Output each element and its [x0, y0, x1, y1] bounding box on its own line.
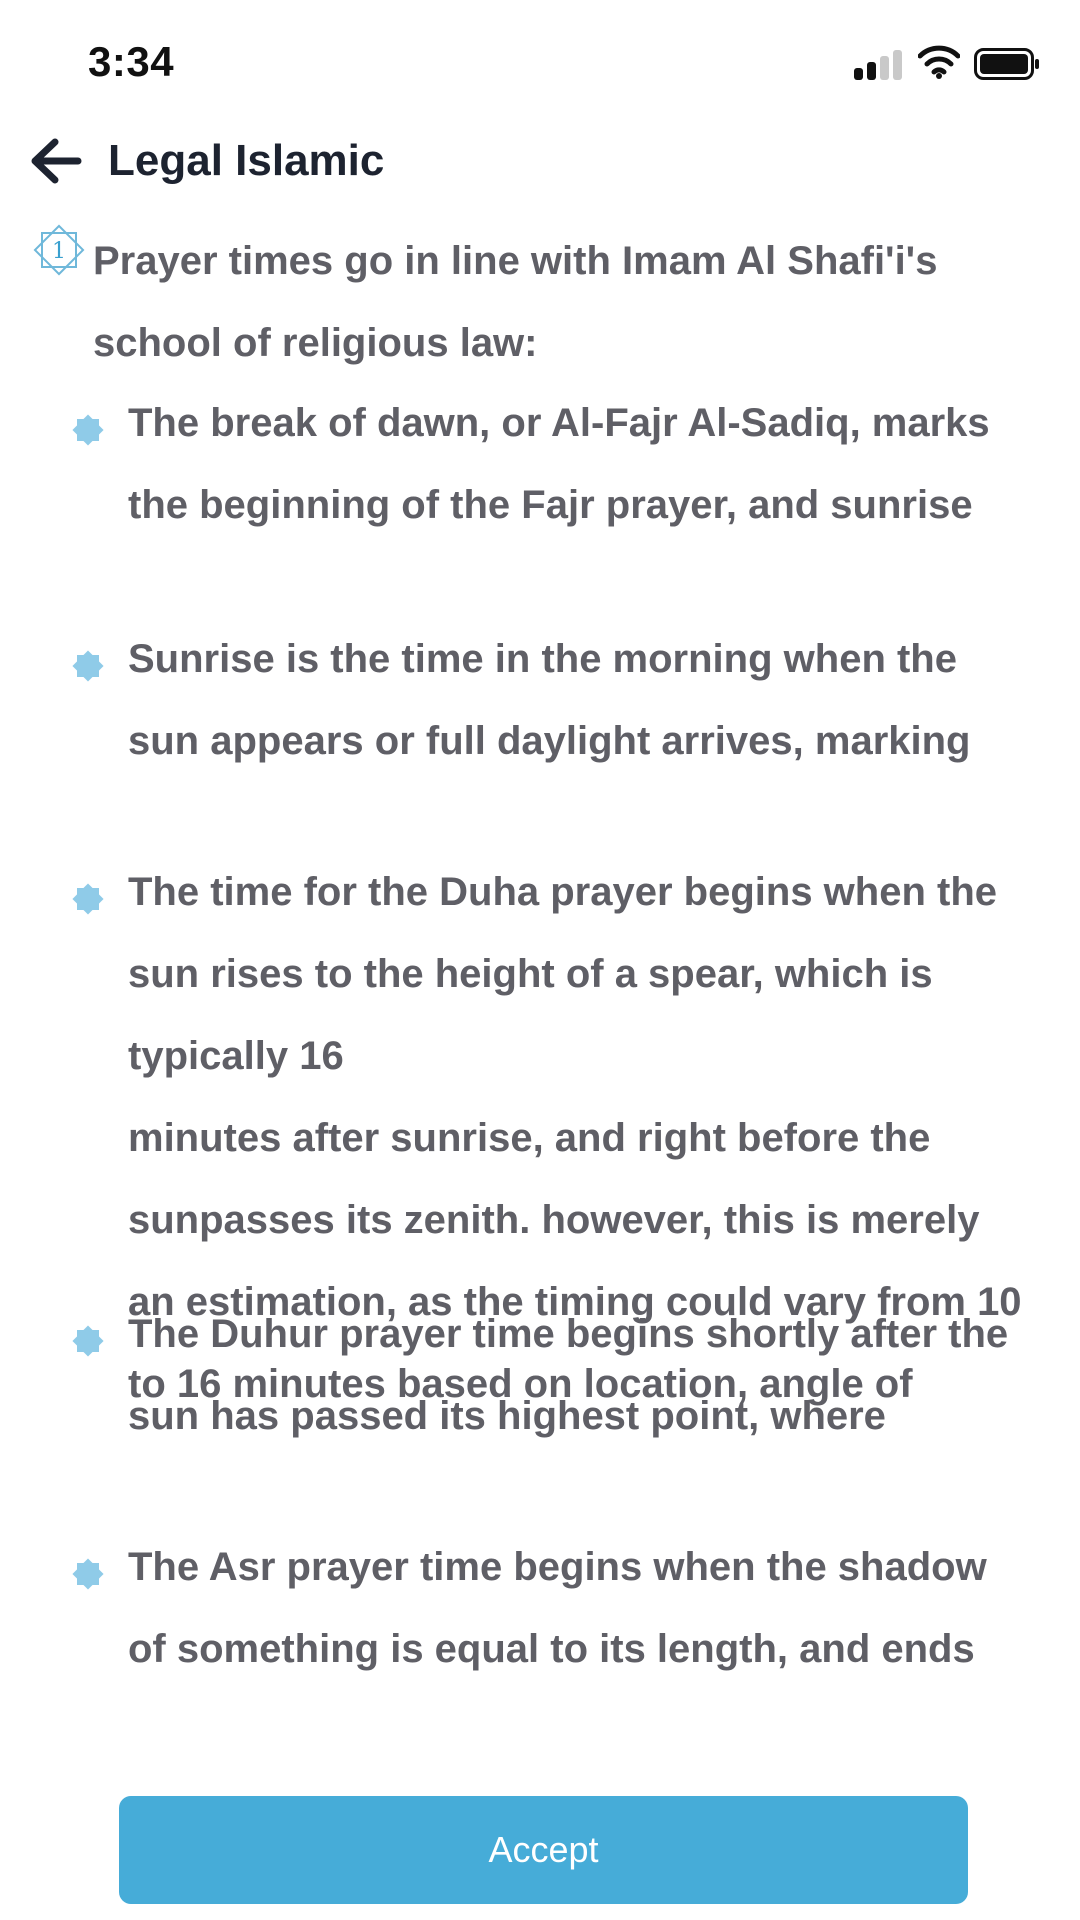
star-bullet-icon [70, 1323, 106, 1359]
star-bullet-icon [70, 881, 106, 917]
number-badge-icon [31, 222, 87, 278]
wifi-icon [918, 44, 960, 80]
list-item-text: The time for the Duha prayer begins when the sun rises to the height of a spear, which is typically 16 minutes after sunrise, and right before the sunpasses its zenith. however, this is merely an estimation, as the timing could vary from 10 to 16 minutes based on location, angle of [128, 870, 1022, 1406]
svg-text:1: 1 [52, 239, 66, 264]
star-bullet-icon [70, 412, 106, 448]
cellular-signal-icon [854, 50, 906, 80]
status-time: 3:34 [88, 38, 175, 85]
star-bullet-icon [70, 648, 106, 684]
list-item-text: The Duhur prayer time begins shortly after the sun has passed its highest point, where [128, 1312, 1009, 1438]
list-item-text: The break of dawn, or Al-Fajr Al-Sadiq, marks the beginning of the Fajr prayer, and sunrise [128, 401, 990, 527]
list-item-text: The Asr prayer time begins when the shadow of something is equal to its length, and ends [128, 1545, 987, 1671]
battery-icon [974, 48, 1040, 80]
list-item-text: Sunrise is the time in the morning when the sun appears or full daylight arrives, marking [128, 637, 971, 763]
intro-text: Prayer times go in line with Imam Al Shafi'i's school of religious law: [93, 239, 938, 365]
page-title: Legal Islamic [108, 136, 385, 185]
arrow-left-icon[interactable] [28, 136, 82, 186]
star-bullet-icon [70, 1556, 106, 1592]
accept-button[interactable]: Accept [119, 1796, 968, 1904]
